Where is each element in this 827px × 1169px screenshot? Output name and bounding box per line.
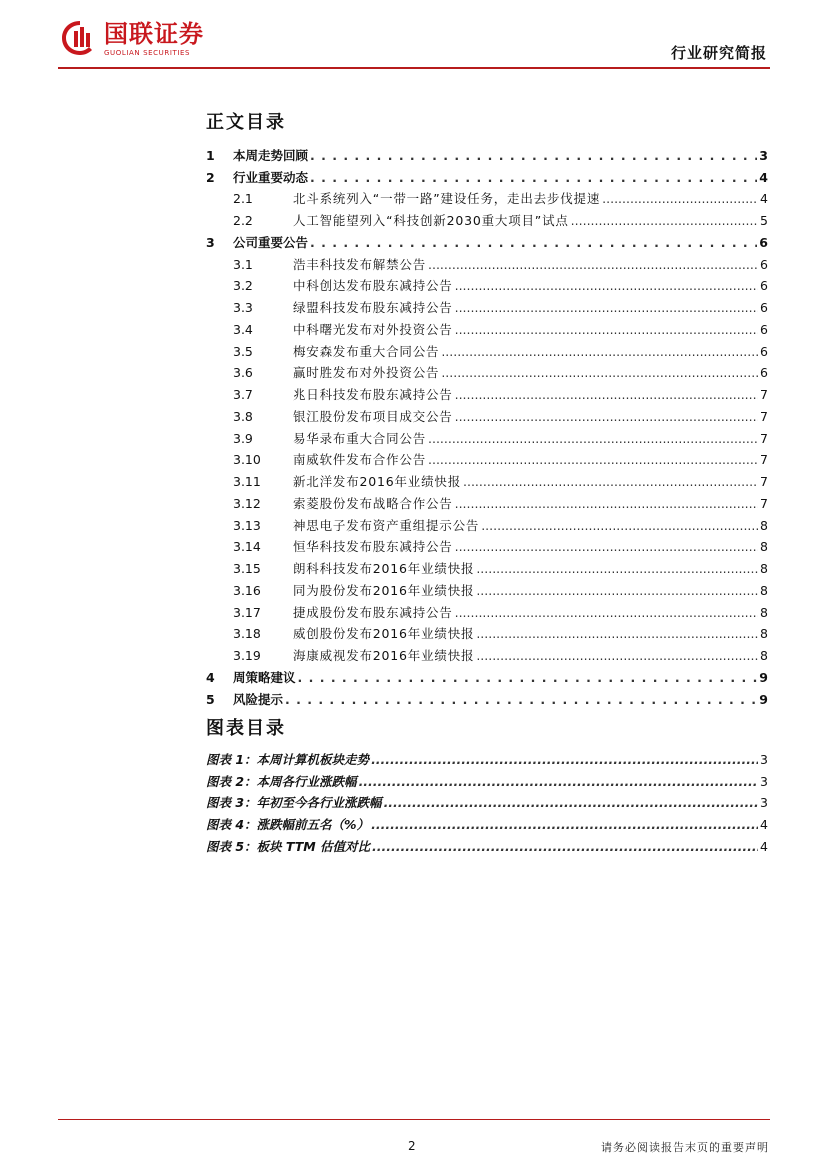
page-header: [0, 0, 827, 70]
toc-entry-page: 3: [760, 795, 768, 811]
toc-heading: 正文目录: [206, 112, 286, 133]
dot-leader: [481, 518, 758, 534]
toc-subsection-entry[interactable]: [206, 381, 768, 403]
dot-leader: [384, 795, 758, 811]
toc-entry-page: 7: [760, 387, 768, 402]
toc-entry-page: 6: [760, 300, 768, 315]
toc-entry-title: 北斗系统列入“一带一路”建设任务，走出去步伐提速: [293, 191, 601, 207]
dot-leader: [455, 605, 758, 621]
toc-entry-number: 3.7: [233, 387, 253, 402]
toc-entry-page: 7: [760, 408, 768, 424]
toc-entry-number: 3.3: [233, 300, 253, 315]
toc-entry-number: 3.12: [233, 495, 261, 511]
toc-subsection-entry[interactable]: [206, 294, 768, 316]
toc-entry-title: 浩丰科技发布解禁公告: [293, 256, 427, 272]
toc-entry-page: 6: [759, 234, 768, 250]
toc-section-entry[interactable]: [206, 664, 768, 686]
toc-entry-page: 3: [759, 147, 768, 163]
toc-entry-page: 7: [760, 474, 768, 489]
toc-subsection-entry[interactable]: [206, 621, 768, 643]
toc-section-entry[interactable]: [206, 142, 768, 164]
dot-leader: [441, 365, 758, 381]
toc-entry-page: 3: [760, 751, 768, 767]
toc-entry-page: 4: [760, 817, 768, 832]
toc-entry-number: 3.1: [233, 256, 253, 272]
toc-entry-page: 7: [760, 452, 768, 468]
toc-entry-page: 8: [760, 604, 768, 620]
toc-entry-page: 4: [760, 838, 768, 854]
toc-entry-number: 4: [206, 669, 215, 685]
toc-entry-number: 2: [206, 169, 215, 185]
dot-leader: [455, 300, 758, 316]
toc-section-entry[interactable]: [206, 164, 768, 186]
toc-entry-title: 周策略建议: [233, 669, 296, 685]
toc-entry-title: 银江股份发布项目成交公告: [293, 408, 453, 424]
toc-entry-number: 3.16: [233, 582, 261, 598]
toc-entry-page: 9: [759, 669, 768, 685]
logo-chinese-name: 国联证券: [104, 20, 204, 48]
toc-entry-page: 5: [760, 213, 768, 228]
dot-leader: [476, 561, 758, 577]
toc-entry-title: 行业重要动态: [233, 169, 309, 185]
dot-leader: [455, 322, 758, 338]
toc-entry-page: 8: [760, 626, 768, 642]
toc-section-entry[interactable]: [206, 229, 768, 251]
toc-subsection-entry[interactable]: [206, 186, 768, 208]
footer-disclaimer: 请务必阅读报告末页的重要声明: [601, 1141, 769, 1154]
dot-leader: [298, 670, 758, 686]
toc-entry-number: 3.10: [233, 452, 261, 468]
toc-subsection-entry[interactable]: [206, 512, 768, 534]
logo-english-name: GUOLIAN SECURITIES: [104, 49, 191, 57]
toc-subsection-entry[interactable]: [206, 207, 768, 229]
toc-entry-title: 海康威视发布2016年业绩快报: [293, 648, 475, 663]
toc-subsection-entry[interactable]: [206, 577, 768, 599]
toc-entry-number: 2.1: [233, 191, 253, 207]
toc-entry-title: 绿盟科技发布股东减持公告: [293, 300, 453, 315]
toc-section-entry[interactable]: [206, 686, 768, 708]
toc-entry-page: 3: [760, 773, 768, 789]
toc-entry-page: 9: [759, 691, 768, 707]
dot-leader: [476, 626, 758, 642]
toc-entry-page: 4: [759, 169, 768, 185]
footer-divider: [58, 1119, 770, 1120]
toc-entry-number: 5: [206, 691, 215, 707]
toc-entry-number: 3.4: [233, 321, 253, 337]
toc-entry-page: 7: [760, 495, 768, 511]
dot-leader: [455, 409, 758, 425]
toc-entry-page: 6: [760, 278, 768, 294]
toc-entry-number: 3.9: [233, 430, 253, 446]
toc-subsection-entry[interactable]: [206, 468, 768, 490]
dot-leader: [476, 648, 758, 664]
figure-entry-title: 图表 1：本周计算机板块走势: [206, 751, 370, 767]
toc-entry-page: 8: [760, 561, 768, 576]
toc-entry-number: 3: [206, 234, 215, 250]
toc-entry-title: 恒华科技发布股东减持公告: [293, 539, 453, 555]
figure-entry-title: 图表 3：年初至今各行业涨跌幅: [206, 795, 382, 811]
toc-entry-number: 3.5: [233, 343, 253, 359]
dot-leader: [310, 235, 757, 251]
toc-entry-number: 3.14: [233, 539, 261, 555]
dot-leader: [441, 344, 758, 360]
toc-subsection-entry[interactable]: [206, 360, 768, 382]
dot-leader: [455, 539, 758, 555]
toc-entry-title: 捷成股份发布股东减持公告: [293, 604, 453, 620]
toc-subsection-entry[interactable]: [206, 447, 768, 469]
page-number: 2: [408, 1139, 416, 1153]
toc-entry-title: 人工智能望列入“科技创新2030重大项目”试点: [293, 213, 569, 228]
toc-entry-title: 赢时胜发布对外投资公告: [293, 365, 440, 381]
toc-entry-page: 6: [760, 343, 768, 359]
toc-entry-title: 南威软件发布合作公告: [293, 452, 427, 468]
dot-leader: [455, 496, 758, 512]
table-of-contents: [206, 142, 768, 708]
toc-entry-number: 3.19: [233, 648, 261, 663]
toc-subsection-entry[interactable]: [206, 555, 768, 577]
figure-list-entry[interactable]: [206, 790, 768, 812]
toc-entry-page: 8: [760, 517, 768, 533]
toc-entry-title: 索菱股份发布战略合作公告: [293, 495, 453, 511]
dot-leader: [371, 817, 758, 833]
dot-leader: [455, 278, 758, 294]
toc-entry-title: 威创股份发布2016年业绩快报: [293, 626, 475, 642]
toc-entry-number: 2.2: [233, 213, 253, 228]
dot-leader: [428, 257, 758, 273]
figure-list-entry[interactable]: [206, 833, 768, 855]
toc-entry-title: 风险提示: [233, 691, 284, 707]
toc-entry-title: 神思电子发布资产重组提示公告: [293, 517, 480, 533]
header-divider: [58, 67, 770, 69]
toc-entry-title: 本周走势回顾: [233, 147, 309, 163]
figure-list-entry[interactable]: [206, 811, 768, 833]
toc-entry-title: 新北洋发布2016年业绩快报: [293, 474, 462, 489]
toc-entry-page: 6: [760, 321, 768, 337]
dot-leader: [359, 774, 758, 790]
document-type: 行业研究简报: [670, 44, 767, 62]
guolian-logo-icon: [60, 19, 100, 57]
dot-leader: [463, 474, 758, 490]
figure-entry-title: 图表 5：板块 TTM 估值对比: [206, 838, 371, 854]
figure-list-entry[interactable]: [206, 768, 768, 790]
dot-leader: [310, 170, 757, 186]
dot-leader: [476, 583, 758, 599]
toc-entry-page: 6: [760, 365, 768, 381]
dot-leader: [310, 148, 757, 164]
toc-entry-title: 中科曙光发布对外投资公告: [293, 321, 453, 337]
toc-entry-number: 3.17: [233, 604, 261, 620]
toc-subsection-entry[interactable]: [206, 534, 768, 556]
toc-entry-number: 3.8: [233, 408, 253, 424]
toc-subsection-entry[interactable]: [206, 642, 768, 664]
toc-entry-page: 6: [760, 256, 768, 272]
toc-entry-title: 同为股份发布2016年业绩快报: [293, 582, 475, 598]
toc-entry-title: 兆日科技发布股东减持公告: [293, 387, 453, 402]
toc-entry-title: 公司重要公告: [233, 234, 309, 250]
toc-entry-page: 8: [760, 539, 768, 555]
toc-entry-number: 3.2: [233, 278, 253, 294]
figure-entry-title: 图表 4：涨跌幅前五名（%）: [206, 817, 370, 832]
toc-subsection-entry[interactable]: [206, 599, 768, 621]
toc-entry-number: 3.11: [233, 474, 261, 489]
dot-leader: [372, 839, 758, 855]
toc-subsection-entry[interactable]: [206, 251, 768, 273]
toc-entry-title: 中科创达发布股东减持公告: [293, 278, 453, 294]
toc-entry-title: 易华录布重大合同公告: [293, 430, 427, 446]
toc-entry-number: 3.13: [233, 517, 261, 533]
toc-subsection-entry[interactable]: [206, 425, 768, 447]
toc-subsection-entry[interactable]: [206, 490, 768, 512]
dot-leader: [455, 387, 758, 403]
figure-list-heading: 图表目录: [206, 718, 286, 739]
dot-leader: [571, 213, 758, 229]
toc-subsection-entry[interactable]: [206, 273, 768, 295]
toc-entry-title: 梅安森发布重大合同公告: [293, 343, 440, 359]
toc-entry-page: 8: [760, 582, 768, 598]
toc-subsection-entry[interactable]: [206, 316, 768, 338]
toc-entry-page: 8: [760, 648, 768, 663]
dot-leader: [285, 692, 757, 708]
dot-leader: [371, 752, 758, 768]
toc-entry-page: 4: [760, 191, 768, 207]
toc-entry-page: 7: [760, 430, 768, 446]
dot-leader: [428, 452, 758, 468]
toc-entry-title: 朗科科技发布2016年业绩快报: [293, 561, 475, 576]
dot-leader: [428, 431, 758, 447]
figure-list-entry[interactable]: [206, 746, 768, 768]
toc-entry-number: 1: [206, 147, 215, 163]
toc-entry-number: 3.18: [233, 626, 261, 642]
toc-subsection-entry[interactable]: [206, 403, 768, 425]
toc-subsection-entry[interactable]: [206, 338, 768, 360]
toc-entry-number: 3.15: [233, 561, 261, 576]
figure-entry-title: 图表 2：本周各行业涨跌幅: [206, 773, 357, 789]
toc-entry-number: 3.6: [233, 365, 253, 381]
figure-list: [206, 746, 768, 855]
dot-leader: [602, 191, 758, 207]
